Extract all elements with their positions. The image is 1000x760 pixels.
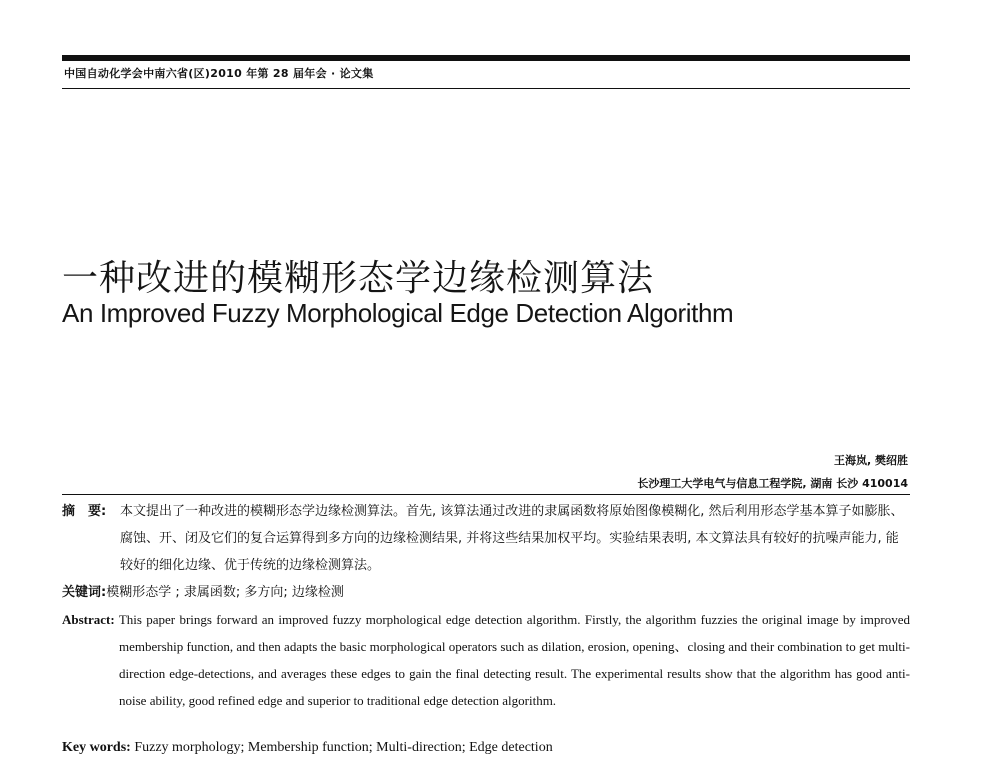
- keywords-english-label: Key words:: [62, 740, 131, 755]
- abstract-english: [62, 606, 910, 714]
- authors: 王海岚, 樊绍胜: [833, 454, 908, 467]
- title-chinese: 一种改进的模糊形态学边缘检测算法: [62, 258, 655, 299]
- keywords-chinese-text: 模糊形态学 ; 隶属函数; 多方向; 边缘检测: [106, 585, 344, 600]
- section-rule: [62, 494, 910, 495]
- abstract-chinese-text: 本文提出了一种改进的模糊形态学边缘检测算法。首先, 该算法通过改进的隶属函数将原始图像模糊化, 然后利用形态学基本算子如膨胀、腐蚀、开、闭及它们的复合运算得到多方向的边缘检测结果, 并将这些结果加权平均。实验结果表明, 本文算法具有较好的抗噪声能力, 能较好的细化边缘、优于传统的边缘检测算法。: [120, 504, 904, 573]
- keywords-english-text: Fuzzy morphology; Membership function; Multi-direction; Edge detection: [134, 740, 553, 755]
- abstract-english-text: This paper brings forward an improved fuzzy morphological edge detection algorithm. Firstly, the algorithm fuzzies the original image by improved membership function, and then adapts the basic morphological operators such as dilation, erosion, opening、closing and their combination to get multi-direction edge-detections, and averages these edges to gain the final detecting result. The experimental results show that the algorithm has good anti-noise ability, good refined edge and superior to traditional edge detection algorithm.: [118, 612, 911, 708]
- running-head: 中国自动化学会中南六省(区)2010 年第 28 届年会 · 论文集: [64, 67, 374, 80]
- keywords-chinese-label: 关键词:: [62, 585, 107, 600]
- abstract-english-label: Abstract:: [62, 612, 115, 627]
- affiliation: 长沙理工大学电气与信息工程学院, 湖南 长沙 410014: [637, 477, 908, 490]
- abstract-chinese: [62, 498, 910, 579]
- keywords-chinese: [62, 579, 344, 606]
- header-rule-thin: [62, 88, 910, 89]
- header-rule-thick: [62, 55, 910, 61]
- title-english: An Improved Fuzzy Morphological Edge Detection Algorithm: [62, 298, 734, 328]
- keywords-english: [62, 740, 553, 756]
- abstract-chinese-label: 摘 要:: [62, 504, 107, 519]
- abstract-english-paragraph: [62, 606, 910, 714]
